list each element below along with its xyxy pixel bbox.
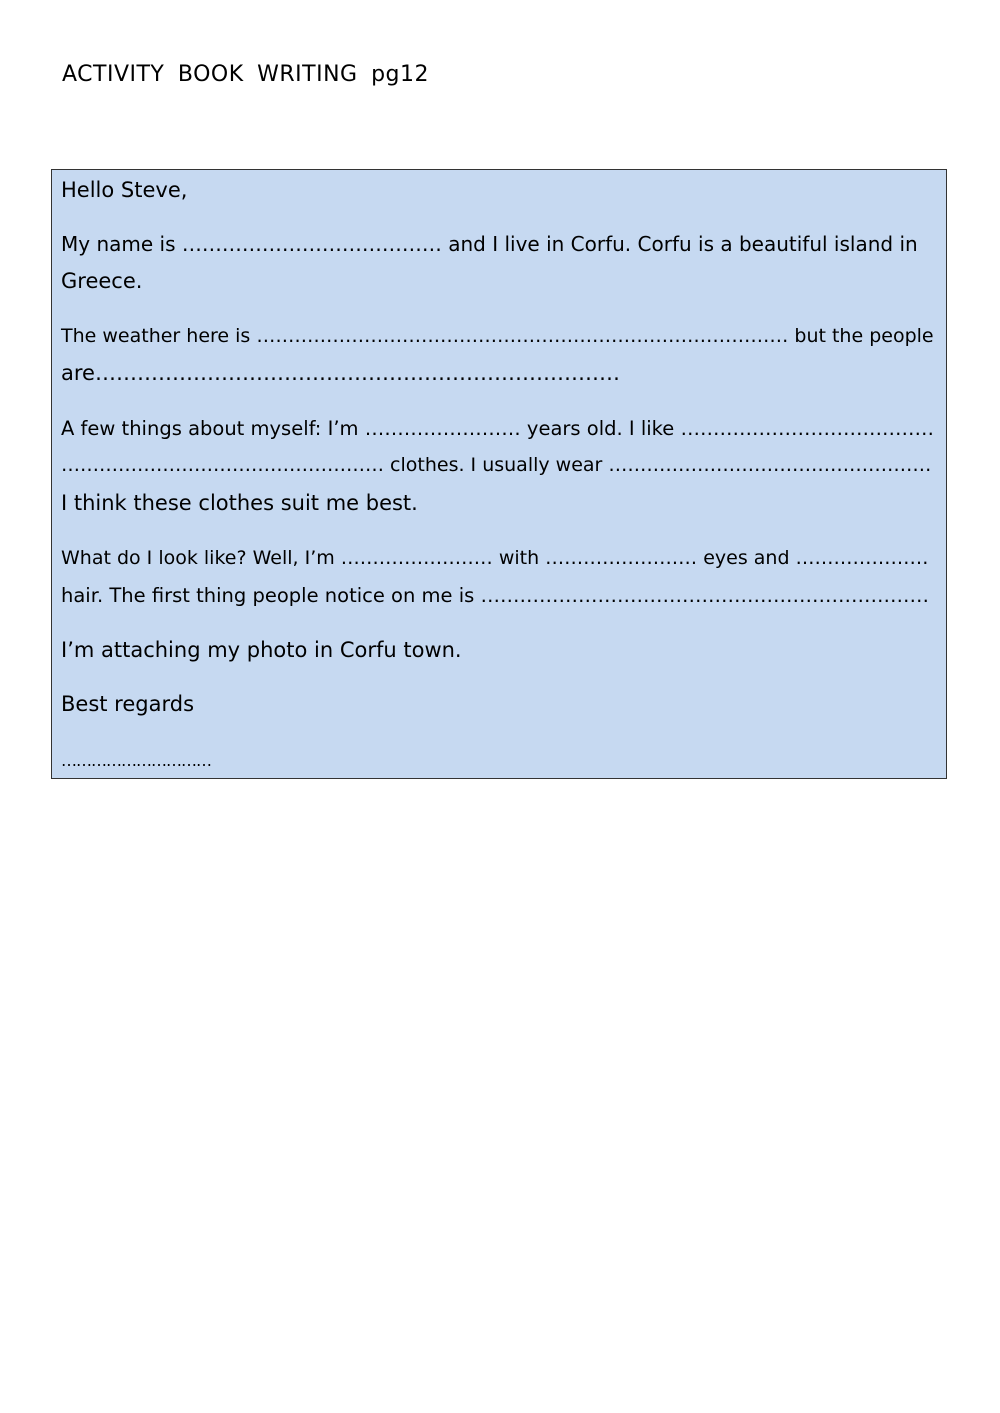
self-paragraph-line-3: I think these clothes suit me best. [61,491,418,515]
weather-paragraph-line-1: The weather here is ………………………………………………………………………… but the people [61,325,934,347]
letter-closing: Best regards [61,692,195,716]
name-paragraph-line-1: My name is ………………………………… and I live in Corfu. Corfu is a beautiful island in [61,232,918,256]
weather-paragraph-line-2: are………………………………………………………………… [61,361,620,385]
self-paragraph-line-1: A few things about myself: I’m …………………… years old. I like ………………………………… [61,417,934,440]
appearance-paragraph-line-2: hair. The first thing people notice on me is …………………………………………………………… [61,584,929,607]
signature-blank: ………………………… [61,751,211,770]
appearance-paragraph-line-1: What do I look like? Well, I’m …………………… with …………………… eyes and ………………… [61,547,929,569]
name-paragraph-line-2: Greece. [61,269,143,293]
letter-box [51,169,947,779]
photo-sentence: I’m attaching my photo in Corfu town. [61,638,462,662]
self-paragraph-line-2: …………………………………………… clothes. I usually wear …………………………………………… [61,454,932,476]
page-title: ACTIVITY BOOK WRITING pg12 [62,62,429,87]
letter-greeting: Hello Steve, [61,178,188,202]
